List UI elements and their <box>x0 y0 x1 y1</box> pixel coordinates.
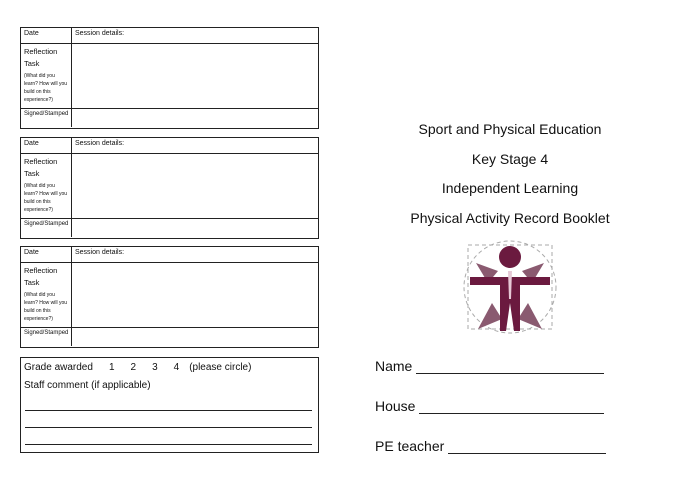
house-field[interactable] <box>375 398 604 414</box>
house-label: House <box>375 398 416 414</box>
session-details-field[interactable]: Session details: <box>75 249 125 256</box>
staff-comment-label: Staff comment (if applicable) <box>24 380 151 391</box>
activity-record-table <box>20 27 319 129</box>
comment-line[interactable] <box>25 444 312 445</box>
reflection-label: Reflection <box>24 157 58 166</box>
reflection-prompt: (What did you learn? How will you build on this experience?) <box>24 73 68 103</box>
signed-label: Signed/Stamped <box>21 109 72 127</box>
grade-option[interactable]: 2 <box>130 362 137 373</box>
reflection-field[interactable] <box>72 263 318 327</box>
task-label: Task <box>24 278 40 287</box>
grade-label: Grade awarded <box>24 362 93 373</box>
cover-title: Physical Activity Record Booklet <box>410 210 610 226</box>
reflection-prompt: (What did you learn? How will you build on this experience?) <box>24 183 68 213</box>
signature-field[interactable] <box>72 109 318 127</box>
grade-option[interactable]: 3 <box>152 362 158 373</box>
grade-box <box>20 357 319 453</box>
grade-option[interactable]: 4 <box>173 362 180 373</box>
signature-field[interactable] <box>72 328 318 346</box>
comment-line[interactable] <box>25 427 312 428</box>
cover-title: Sport and Physical Education <box>418 121 602 137</box>
vitruvian-logo <box>458 233 562 337</box>
task-label: Task <box>24 169 40 178</box>
activity-record-table <box>20 246 319 348</box>
session-details-field[interactable]: Session details: <box>75 140 125 147</box>
comment-line[interactable] <box>25 410 312 411</box>
task-label: Task <box>24 59 40 68</box>
activity-record-table <box>20 137 319 239</box>
reflection-field[interactable] <box>72 44 318 108</box>
grade-note: (please circle) <box>189 362 252 373</box>
reflection-label: Reflection <box>24 266 58 275</box>
signature-field[interactable] <box>72 219 318 237</box>
signed-label: Signed/Stamped <box>21 219 72 237</box>
cover-title: Key Stage 4 <box>471 151 549 167</box>
reflection-prompt: (What did you learn? How will you build on this experience?) <box>24 292 68 322</box>
name-label: Name <box>375 358 413 374</box>
cover-title: Independent Learning <box>441 180 579 196</box>
name-field[interactable] <box>375 358 604 374</box>
signed-label: Signed/Stamped <box>21 328 72 346</box>
date-label: Date <box>21 247 72 262</box>
date-label: Date <box>21 28 72 43</box>
pe-teacher-label: PE teacher <box>375 438 445 454</box>
grade-option[interactable]: 1 <box>108 362 115 373</box>
session-details-field[interactable]: Session details: <box>75 30 125 37</box>
reflection-field[interactable] <box>72 154 318 218</box>
pe-teacher-field[interactable] <box>375 438 606 454</box>
date-label: Date <box>21 138 72 153</box>
reflection-label: Reflection <box>24 47 58 56</box>
